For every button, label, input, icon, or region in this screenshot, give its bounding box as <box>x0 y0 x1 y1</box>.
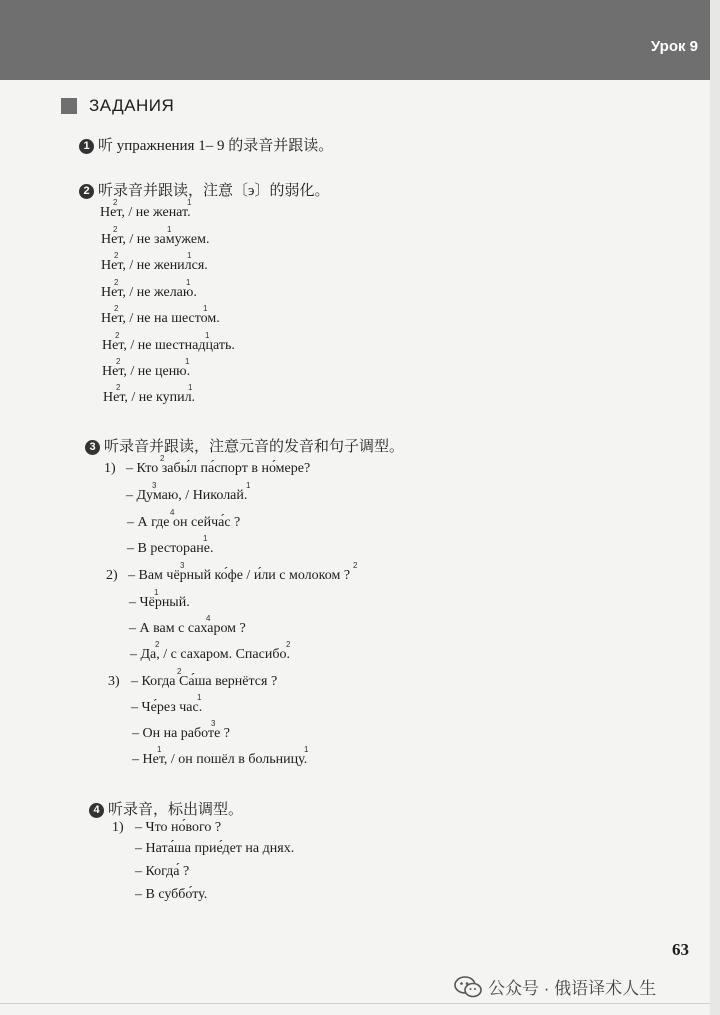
intonation-mark: 2 <box>160 454 165 463</box>
watermark <box>454 974 656 999</box>
intonation-mark: 1 <box>246 481 251 490</box>
intonation-mark: 2 <box>116 357 121 366</box>
task-instruction: 听 упражнения 1– 9 的录音并跟读。 <box>98 138 334 154</box>
page-bottom-rule <box>0 1003 710 1004</box>
exercise-line: Нет, / не купил. <box>103 390 196 405</box>
intonation-mark: 2 <box>114 304 119 313</box>
intonation-mark: 1 <box>203 534 208 543</box>
dialogue-number: 2) <box>106 568 118 583</box>
intonation-mark: 4 <box>170 508 175 517</box>
intonation-mark: 1 <box>203 304 208 313</box>
dialogue-line: – Да, / с сахаром. Спасибо. <box>130 647 290 662</box>
dialogue-line: – Че́рез час. <box>131 700 203 715</box>
task-1 <box>79 134 333 155</box>
wechat-icon <box>454 976 482 998</box>
watermark-text: 公众号 · 俄语译术人生 <box>488 979 657 998</box>
task-2 <box>79 179 329 200</box>
intonation-mark: 1 <box>187 198 192 207</box>
intonation-mark: 2 <box>155 640 160 649</box>
intonation-mark: 2 <box>177 667 182 676</box>
intonation-mark: 3 <box>180 561 185 570</box>
exercise-line: Нет, / не желаю. <box>101 285 197 300</box>
intonation-mark: 1 <box>185 357 190 366</box>
page-edge <box>710 0 720 1015</box>
dialogue-line: – А вам с сахаром ? <box>129 621 246 636</box>
task-3 <box>85 435 404 456</box>
lesson-label: Урок 9 <box>650 38 698 55</box>
intonation-mark: 2 <box>115 331 120 340</box>
dialogue-line: – Чёрный. <box>129 595 190 610</box>
intonation-mark: 1 <box>205 331 210 340</box>
intonation-mark: 4 <box>206 614 211 623</box>
dialogue-line: – Что но́вого ? <box>135 820 222 835</box>
task-instruction: 听录音，标出调型。 <box>108 802 244 818</box>
section-title: ЗАДАНИЯ <box>89 96 175 115</box>
intonation-mark: 2 <box>114 278 119 287</box>
intonation-mark: 1 <box>186 278 191 287</box>
dialogue-line: – Когда Са́ша вернётся ? <box>131 674 278 689</box>
intonation-mark: 2 <box>113 225 118 234</box>
intonation-mark: 1 <box>197 693 202 702</box>
intonation-mark: 3 <box>211 719 216 728</box>
exercise-line: Нет, / не ценю. <box>102 364 191 379</box>
task-number-badge: 3 <box>85 440 100 455</box>
dialogue-line: – В ресторане. <box>127 541 214 556</box>
dialogue-line: – Когда́ ? <box>135 864 190 879</box>
intonation-mark: 1 <box>154 588 159 597</box>
intonation-mark: 3 <box>152 481 157 490</box>
intonation-mark: 2 <box>353 561 358 570</box>
exercise-line: Нет, / не женился. <box>101 258 208 273</box>
exercise-line: Нет, / не замужем. <box>101 232 210 247</box>
dialogue-line: – Ната́ша прие́дет на днях. <box>135 841 295 856</box>
dialogue-line: – Кто забы́л па́спорт в но́мере? <box>126 461 311 476</box>
dialogue-line: – Он на работе ? <box>132 726 231 741</box>
dialogue-line: – В суббо́ту. <box>135 887 208 902</box>
task-number-badge: 4 <box>89 803 104 818</box>
task-4 <box>89 798 243 819</box>
intonation-mark: 1 <box>304 745 309 754</box>
page-number: 63 <box>672 940 689 959</box>
intonation-mark: 2 <box>114 251 119 260</box>
dialogue-line: – А где он сейча́с ? <box>127 515 241 530</box>
intonation-mark: 1 <box>167 225 172 234</box>
intonation-mark: 2 <box>286 640 291 649</box>
dialogue-number: 3) <box>108 674 120 689</box>
dialogue-number: 1) <box>104 461 116 476</box>
header-bar <box>0 0 710 80</box>
intonation-mark: 1 <box>188 383 193 392</box>
square-bullet-icon <box>61 98 77 114</box>
intonation-mark: 1 <box>187 251 192 260</box>
dialogue-line: – Нет, / он пошёл в больницу. <box>132 752 308 767</box>
dialogue-line: – Вам чёрный ко́фе / и́ли с молоком ? <box>128 568 351 583</box>
exercise-line: Нет, / не женат. <box>100 205 191 220</box>
task-number-badge: 2 <box>79 184 94 199</box>
exercise-line: Нет, / не шестнадцать. <box>102 338 235 353</box>
task-instruction: 听录音并跟读，注意元音的发音和句子调型。 <box>104 439 405 455</box>
exercise-line: Нет, / не на шестом. <box>101 311 220 326</box>
intonation-mark: 2 <box>116 383 121 392</box>
dialogue-line: – Думаю, / Николай. <box>126 488 248 503</box>
task-instruction: 听录音并跟读，注意〔э〕的弱化。 <box>98 183 330 199</box>
intonation-mark: 2 <box>113 198 118 207</box>
intonation-mark: 1 <box>157 745 162 754</box>
dialogue-number: 1) <box>112 820 124 835</box>
task-number-badge: 1 <box>79 139 94 154</box>
